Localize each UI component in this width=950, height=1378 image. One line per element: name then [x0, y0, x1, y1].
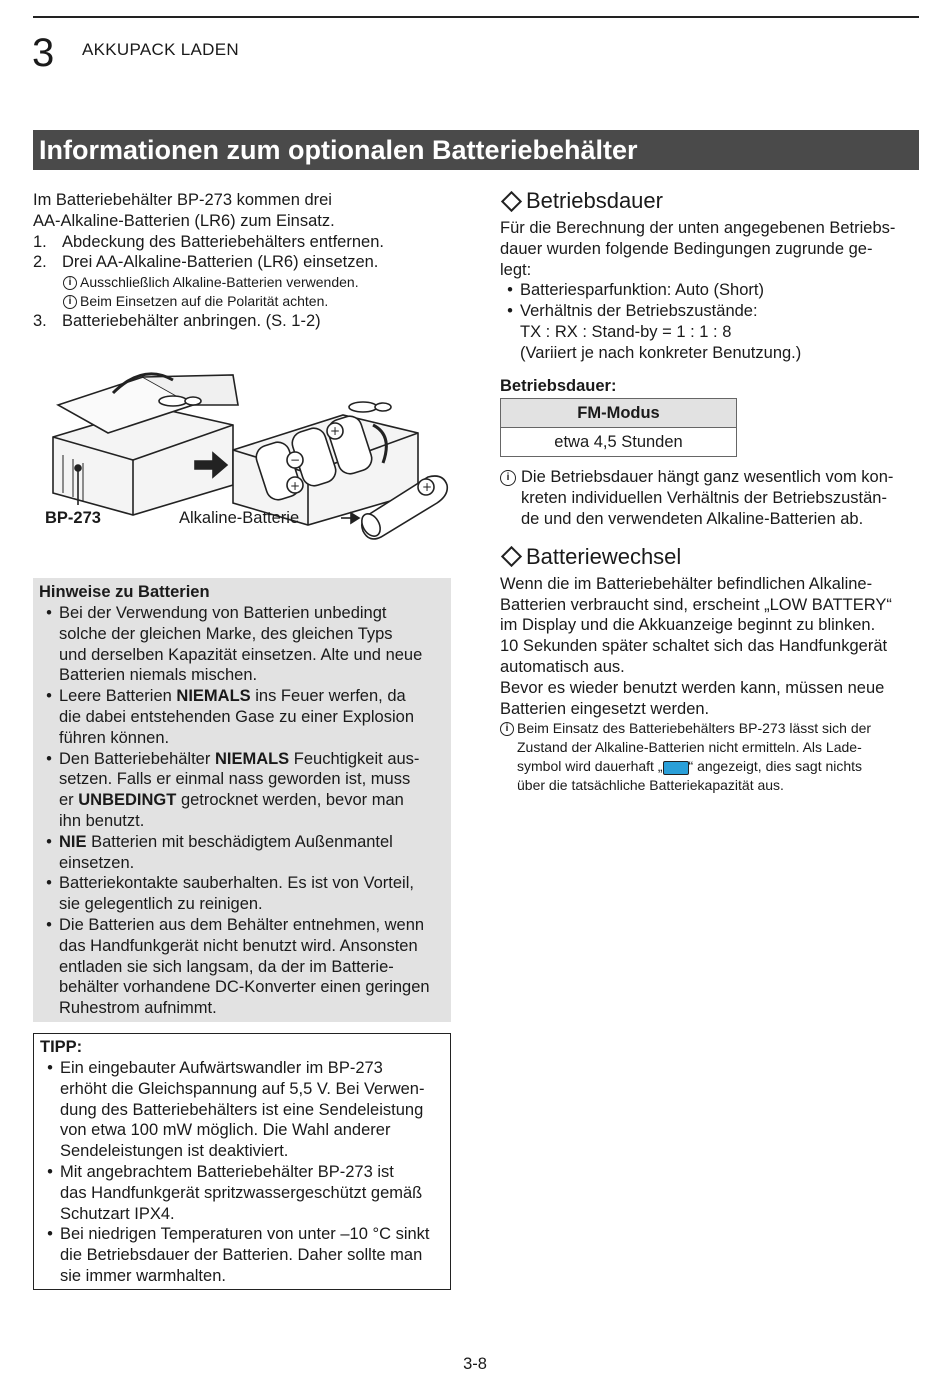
steps-list — [33, 232, 453, 274]
note-line: die dabei entstehenden Gase zu einer Explosion — [59, 707, 414, 726]
step-item — [33, 232, 453, 253]
model-label: BP-273 — [45, 509, 101, 527]
note-item — [39, 832, 445, 874]
note-text: Beim Einsetzen auf die Polarität achten. — [80, 293, 329, 310]
betriebsdauer-text — [500, 218, 920, 280]
step-number: 3. — [33, 312, 47, 331]
tip-line: Mit angebrachtem Batteriebehälter BP-273 ist — [60, 1162, 394, 1181]
tip-box — [33, 1033, 451, 1290]
runtime-note — [500, 467, 920, 529]
note-line: das Handfunkgerät nicht benutzt wird. Ansonsten — [59, 936, 418, 955]
info-icon: i — [63, 276, 77, 290]
note-text: Den Batteriebehälter — [59, 749, 215, 768]
tip-list — [40, 1058, 444, 1287]
tip-item — [40, 1162, 444, 1224]
text-line: TX : RX : Stand-by = 1 : 1 : 8 — [520, 322, 732, 341]
note-line: Bei der Verwendung von Batterien unbedingt — [59, 604, 387, 622]
page-number: 3-8 — [463, 1355, 487, 1373]
note-line: Batterien niemals mischen. — [59, 666, 258, 685]
note-line: und derselben Kapazität einsetzen. Alte und neue — [59, 645, 423, 664]
battery-icon — [663, 761, 689, 775]
plus-sign: + — [330, 424, 341, 438]
info-icon: i — [500, 722, 514, 736]
note-text: symbol wird dauerhaft „ — [517, 758, 663, 775]
note-item — [39, 749, 445, 832]
section-title: Informationen zum optionalen Batteriebehälter — [33, 130, 919, 170]
bullet: • — [507, 281, 513, 300]
text-line: kreten individuellen Verhältnis der Betriebszustän- — [521, 489, 887, 508]
note-text: “ angezeigt, dies sagt nichts — [688, 758, 863, 775]
top-rule — [33, 16, 919, 18]
note-item — [39, 873, 445, 915]
text-line: dauer wurden folgende Bedingungen zugrunde ge- — [500, 239, 873, 258]
battery-notes-box — [33, 578, 451, 1022]
heading-text: Betriebsdauer — [526, 188, 663, 213]
diamond-icon — [501, 546, 522, 567]
text-line: automatisch aus. — [500, 657, 625, 676]
note-text: Leere Batterien — [59, 687, 177, 706]
notes-title: Hinweise zu Batterien — [39, 583, 210, 601]
condition-item — [500, 280, 920, 301]
note-line: ihn benutzt. — [59, 811, 145, 830]
betriebsdauer-heading — [500, 188, 920, 214]
tip-title: TIPP: — [40, 1038, 83, 1056]
tip-item — [40, 1224, 444, 1286]
text-line: Verhältnis der Betriebszustände: — [520, 302, 758, 321]
plus-sign: + — [290, 479, 301, 493]
tip-line: sie immer warmhalten. — [60, 1266, 226, 1285]
tip-line: von etwa 100 mW möglich. Die Wahl anderer — [60, 1121, 391, 1140]
step-item — [33, 252, 453, 273]
heading-text: Batteriewechsel — [526, 543, 682, 569]
intro-line: Im Batteriebehälter BP-273 kommen drei — [33, 191, 332, 209]
note-text: Batterien mit beschädigtem Außenmantel — [86, 832, 393, 851]
diamond-icon — [501, 190, 522, 211]
emphasis: NIEMALS — [214, 749, 290, 768]
step-text: Batteriebehälter anbringen. (S. 1-2) — [62, 312, 321, 331]
note-line: behälter vorhandene DC-Konverter einen geringen — [59, 978, 430, 997]
chapter-title: AKKUPACK LADEN — [82, 40, 239, 59]
note-text: getrocknet werden, bevor man — [176, 791, 404, 810]
text-line: Batterien eingesetzt werden. — [500, 699, 710, 718]
note-line: entladen sie sich langsam, da der im Batterie- — [59, 957, 394, 976]
batteriewechsel-heading — [500, 544, 920, 570]
step-note — [33, 273, 453, 292]
text-line: Batteriesparfunktion: Auto (Short) — [520, 281, 764, 300]
condition-item — [500, 301, 920, 363]
tip-line: Bei niedrigen Temperaturen von unter –10 °C sinkt — [60, 1225, 430, 1244]
tip-line: das Handfunkgerät spritzwassergeschützt gemäß — [60, 1183, 423, 1202]
text-line: legt: — [500, 260, 532, 279]
bullet: • — [46, 687, 52, 706]
tip-line: Ein eingebauter Aufwärtswandler im BP-273 — [60, 1059, 383, 1077]
table-value-cell: etwa 4,5 Stunden — [501, 428, 737, 457]
step-text: Drei AA-Alkaline-Batterien (LR6) einsetzen. — [62, 253, 379, 272]
note-line — [59, 790, 419, 811]
runtime-table — [500, 398, 737, 457]
plus-sign: + — [422, 480, 433, 494]
bullet: • — [46, 832, 52, 851]
note-line: solche der gleichen Marke, des gleichen Typs — [59, 624, 393, 643]
note-line: sie gelegentlich zu reinigen. — [59, 895, 263, 914]
emphasis: UNBEDINGT — [78, 791, 177, 810]
tip-line: die Betriebsdauer der Batterien. Daher sollte man — [60, 1246, 423, 1265]
text-line: (Variiert je nach konkreter Benutzung.) — [520, 343, 802, 362]
text-line — [517, 757, 871, 776]
tip-line: erhöht die Gleichspannung auf 5,5 V. Bei Verwen- — [60, 1079, 425, 1098]
intro-line: AA-Alkaline-Batterien (LR6) zum Einsatz. — [33, 211, 335, 230]
note-text: Feuchtigkeit aus- — [289, 749, 420, 768]
text-line: Die Betriebsdauer hängt ganz wesentlich vom kon- — [521, 468, 894, 487]
right-column — [500, 188, 920, 795]
note-text: ins Feuer werfen, da — [250, 687, 406, 706]
note-line: setzen. Falls er einmal nass geworden ist, muss — [59, 770, 411, 789]
bullet: • — [46, 749, 52, 768]
batteriewechsel-note — [500, 719, 920, 795]
battery-case-illustration — [33, 365, 453, 545]
bullet: • — [47, 1059, 53, 1077]
minus-sign: − — [290, 453, 301, 467]
note-item — [39, 603, 445, 686]
tip-item — [40, 1058, 444, 1162]
text-line: Beim Einsatz des Batteriebehälters BP-273 lässt sich der — [517, 720, 872, 737]
note-text: Ausschließlich Alkaline-Batterien verwenden. — [80, 274, 359, 291]
bullet: • — [46, 915, 52, 934]
text-line: Bevor es wieder benutzt werden kann, müssen neue — [500, 678, 885, 697]
note-line: einsetzen. — [59, 853, 135, 872]
bullet: • — [47, 1225, 53, 1244]
text-line: Wenn die im Batteriebehälter befindlichen Alkaline- — [500, 574, 873, 593]
step-number: 2. — [33, 253, 47, 272]
info-icon: i — [500, 470, 516, 486]
note-item — [39, 915, 445, 1019]
note-line: Ruhestrom aufnimmt. — [59, 999, 217, 1018]
batteriewechsel-text — [500, 574, 920, 720]
note-line — [59, 832, 393, 853]
step-item — [33, 311, 453, 332]
text-line: über die tatsächliche Batteriekapazität aus. — [517, 777, 784, 794]
note-line: Batteriekontakte sauberhalten. Es ist von Vorteil, — [59, 874, 414, 893]
text-line: 10 Sekunden später schaltet sich das Handfunkgerät — [500, 637, 888, 656]
conditions-list — [500, 280, 920, 363]
table-label: Betriebsdauer: — [500, 376, 617, 395]
text-line: im Display und die Akkuanzeige beginnt zu blinken. — [500, 616, 876, 635]
text-line: de und den verwendeten Alkaline-Batterien ab. — [521, 509, 864, 528]
intro-block — [33, 190, 453, 332]
battery-label: Alkaline-Batterie — [179, 509, 300, 527]
bullet: • — [46, 874, 52, 893]
text-line: Zustand der Alkaline-Batterien nicht ermitteln. Als Lade- — [517, 739, 862, 756]
note-line — [59, 686, 414, 707]
bullet: • — [507, 302, 513, 321]
tip-line: dung des Batteriebehälters ist eine Sendeleistung — [60, 1100, 424, 1119]
table-header-cell: FM-Modus — [501, 399, 737, 428]
bullet: • — [46, 604, 52, 622]
note-text: er — [59, 791, 79, 810]
info-icon: i — [63, 295, 77, 309]
bullet: • — [47, 1162, 53, 1181]
chapter-number: 3 — [32, 31, 55, 75]
steps-list — [33, 311, 453, 332]
note-line: führen können. — [59, 728, 170, 747]
step-number: 1. — [33, 232, 47, 251]
tip-line: Schutzart IPX4. — [60, 1204, 175, 1223]
note-item — [39, 686, 445, 748]
note-line — [59, 749, 419, 770]
text-line: Für die Berechnung der unten angegebenen Betriebs- — [500, 219, 896, 237]
emphasis: NIE — [59, 832, 87, 851]
step-note — [33, 292, 453, 311]
emphasis: NIEMALS — [176, 687, 251, 706]
tip-line: Sendeleistungen ist deaktiviert. — [60, 1142, 289, 1161]
text-line: Batterien verbraucht sind, erscheint „LOW BATTERY“ — [500, 595, 892, 614]
step-text: Abdeckung des Batteriebehälters entfernen. — [62, 232, 384, 251]
notes-list — [39, 603, 445, 1019]
note-line: Die Batterien aus dem Behälter entnehmen, wenn — [59, 915, 425, 934]
